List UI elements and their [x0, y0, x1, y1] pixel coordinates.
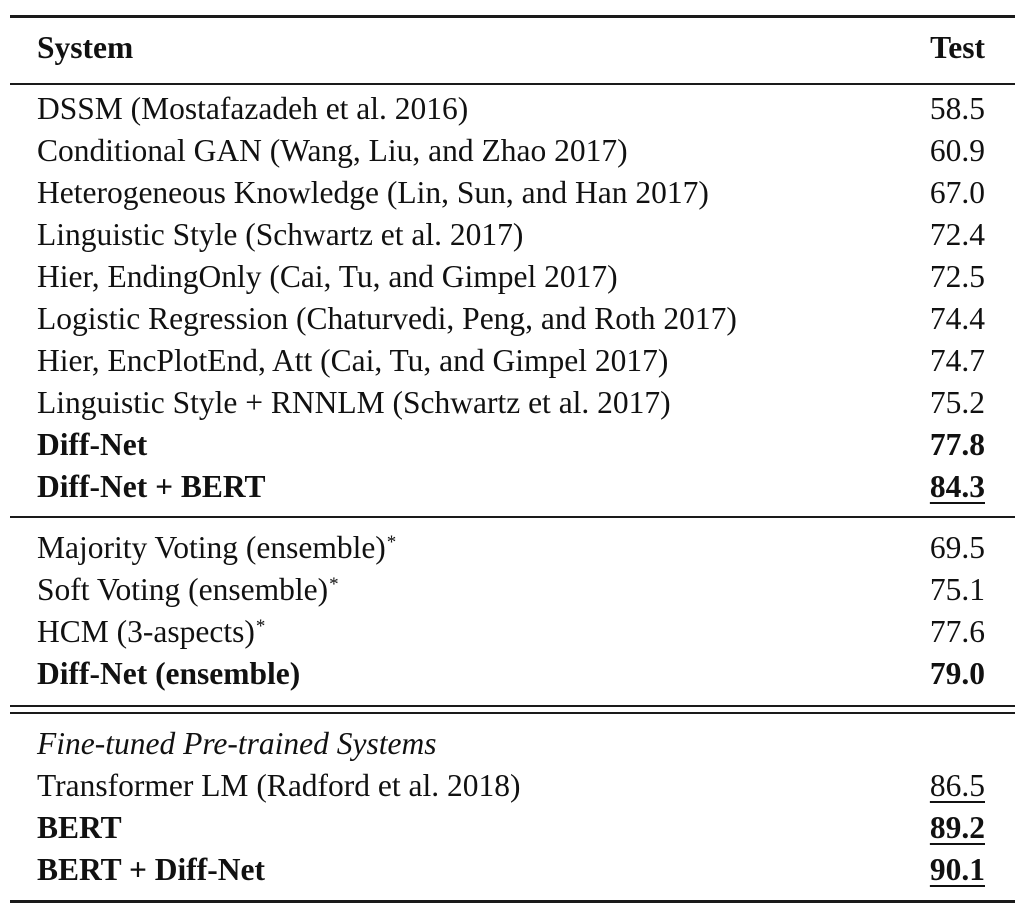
- table-row: [0, 527, 1024, 569]
- test-score: 89.2: [929, 810, 985, 845]
- system-name-cell: [37, 569, 339, 611]
- table-row: [0, 382, 1024, 424]
- test-score: 67.0: [929, 175, 985, 210]
- double-rule-bottom: [10, 712, 1015, 714]
- table-row: [0, 765, 1024, 807]
- test-score: 60.9: [929, 133, 985, 168]
- system-name: Logistic Regression (Chaturvedi, Peng, and Roth 2017): [37, 301, 737, 336]
- test-score: 58.5: [929, 91, 985, 126]
- test-score: 72.5: [929, 259, 985, 294]
- system-name: Diff-Net (ensemble): [37, 656, 301, 691]
- test-score: 72.4: [929, 217, 985, 252]
- table-row: [0, 130, 1024, 172]
- table-row: [0, 340, 1024, 382]
- table-row: [0, 424, 1024, 466]
- system-name: HCM (3-aspects): [37, 614, 255, 649]
- system-name: Diff-Net: [37, 427, 148, 462]
- system-name: Majority Voting (ensemble): [37, 530, 386, 565]
- table-row: [0, 88, 1024, 130]
- caption-text: Fine-tuned Pre-trained Systems: [37, 726, 437, 761]
- table-row: [0, 849, 1024, 891]
- system-name-cell: [37, 611, 265, 653]
- group-divider: [10, 516, 1015, 518]
- system-name: Hier, EncPlotEnd, Att (Cai, Tu, and Gimpel 2017): [37, 343, 669, 378]
- header-row: [0, 27, 1024, 69]
- test-score: 90.1: [929, 852, 985, 887]
- test-score: 77.6: [929, 614, 985, 649]
- test-score: 74.7: [929, 343, 985, 378]
- section-caption: [0, 723, 1024, 765]
- system-name: Diff-Net + BERT: [37, 469, 266, 504]
- system-name: Linguistic Style (Schwartz et al. 2017): [37, 217, 524, 252]
- system-name: Conditional GAN (Wang, Liu, and Zhao 2017): [37, 133, 628, 168]
- system-name: Soft Voting (ensemble): [37, 572, 329, 607]
- system-name: Transformer LM (Radford et al. 2018): [37, 768, 521, 803]
- test-score: 74.4: [929, 301, 985, 336]
- test-score: 77.8: [929, 427, 985, 462]
- header-rule: [10, 83, 1015, 85]
- table-row: [0, 466, 1024, 508]
- table-row: [0, 807, 1024, 849]
- system-name: BERT + Diff-Net: [37, 852, 265, 887]
- system-name: Heterogeneous Knowledge (Lin, Sun, and Han 2017): [37, 175, 709, 210]
- test-score: 75.1: [929, 572, 985, 607]
- asterisk-marker: *: [255, 616, 266, 637]
- asterisk-marker: *: [329, 574, 339, 595]
- bottom-rule: [10, 900, 1015, 903]
- table-row: [0, 256, 1024, 298]
- header-test: Test: [930, 30, 985, 65]
- system-name-cell: [37, 527, 396, 569]
- test-score: 75.2: [929, 385, 985, 420]
- system-name: DSSM (Mostafazadeh et al. 2016): [37, 91, 469, 126]
- table-row: [0, 172, 1024, 214]
- test-score: 84.3: [929, 469, 985, 504]
- test-score: 86.5: [929, 768, 985, 803]
- test-score: 79.0: [929, 656, 985, 691]
- header-system: System: [37, 30, 134, 65]
- double-rule-top: [10, 705, 1015, 707]
- table-row: [0, 611, 1024, 653]
- table-row: [0, 214, 1024, 256]
- table-row: [0, 569, 1024, 611]
- asterisk-marker: *: [386, 532, 397, 553]
- system-name: Linguistic Style + RNNLM (Schwartz et al. 2017): [37, 385, 671, 420]
- test-score: 69.5: [929, 530, 985, 565]
- table-row: [0, 653, 1024, 695]
- system-name: Hier, EndingOnly (Cai, Tu, and Gimpel 2017): [37, 259, 618, 294]
- table-row: [0, 298, 1024, 340]
- system-name: BERT: [37, 810, 122, 845]
- top-rule: [10, 15, 1015, 18]
